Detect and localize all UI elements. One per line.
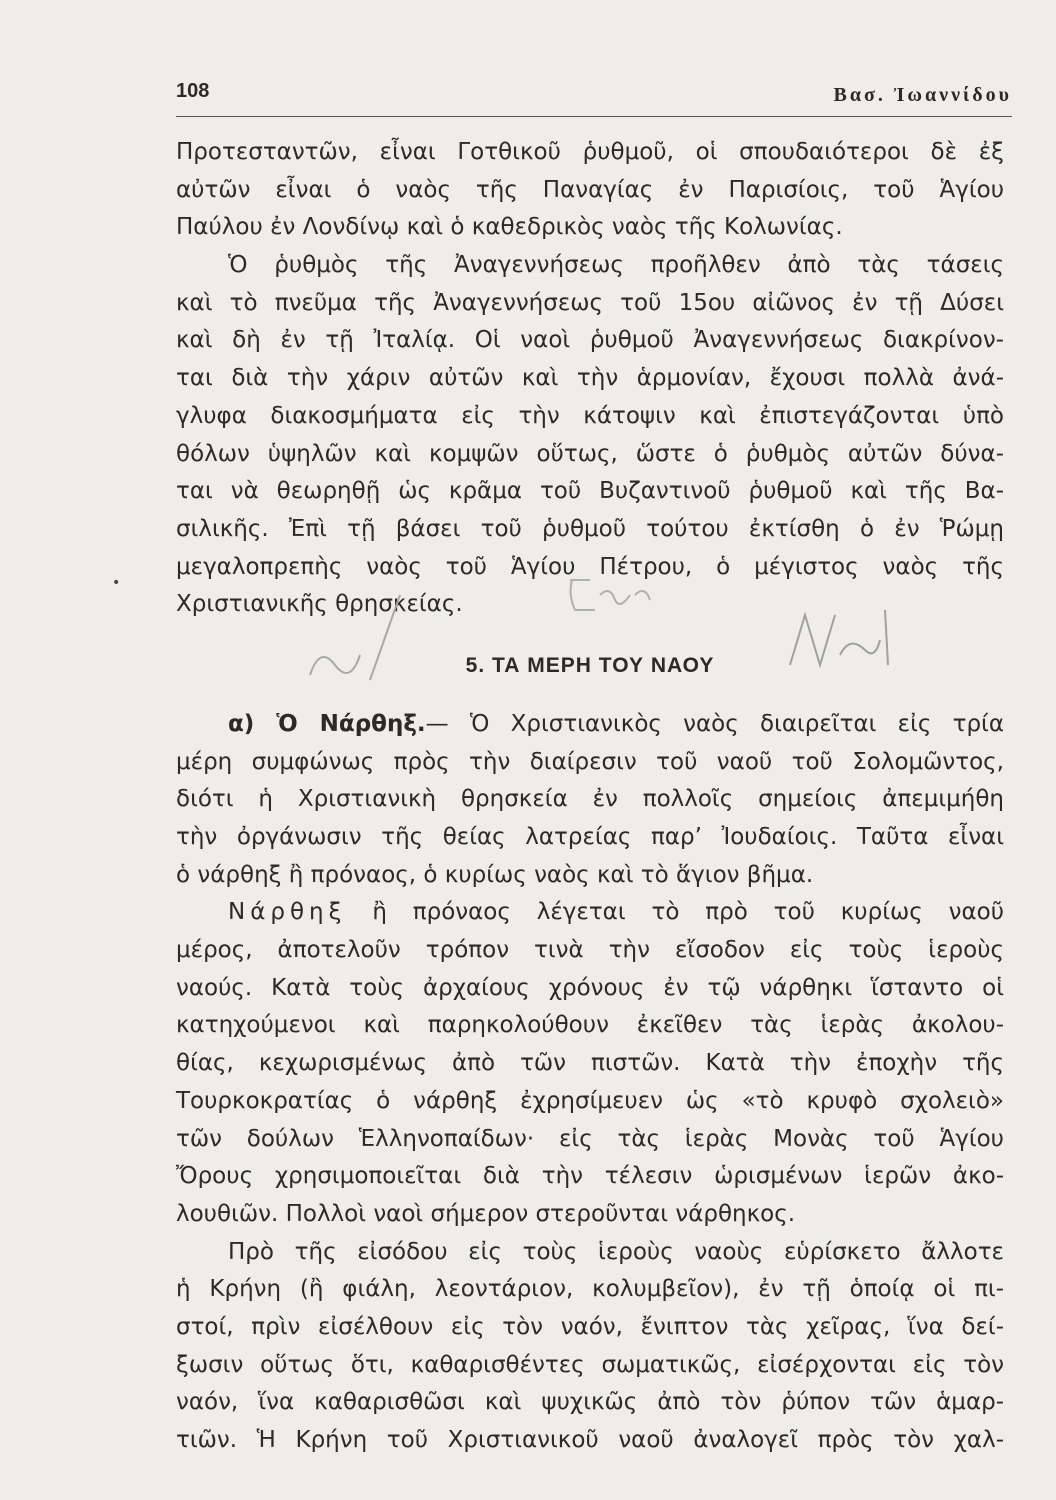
- section-gap: [176, 694, 1004, 706]
- body-text: [176, 134, 1004, 1460]
- spaced-term: Νάρθηξ: [228, 899, 347, 926]
- text-fragment: ἢ πρόναος λέγεται τὸ πρὸ τοῦ κυρίως ναοῦ: [372, 899, 1004, 926]
- text-line: θίας, κεχωρισμένως ἀπὸ τῶν πιστῶν. Κατὰ τὴν ἐποχὴν τῆς: [176, 1050, 1004, 1077]
- text-line: Παύλου ἐν Λονδίνῳ καὶ ὁ καθεδρικὸς ναὸς τῆς Κολωνίας.: [176, 214, 843, 241]
- text-line: λουθιῶν. Πολλοὶ ναοὶ σήμερον στεροῦνται νάρθηκος.: [176, 1200, 796, 1227]
- text-line: σιλικῆς. Ἐπὶ τῇ βάσει τοῦ ῥυθμοῦ τούτου ἐκτίσθη ὁ ἐν Ῥώμῃ: [176, 515, 1004, 542]
- text-line: τιῶν. Ἡ Κρήνη τοῦ Χριστιανικοῦ ναοῦ ἀναλογεῖ πρὸς τὸν χαλ-: [176, 1427, 1004, 1453]
- text-line: ται νὰ θεωρηθῇ ὡς κρᾶμα τοῦ Βυζαντινοῦ ῥυθμοῦ καὶ τῆς Βα-: [176, 478, 1004, 505]
- text-line: Τουρκοκρατίας ὁ νάρθηξ ἐχρησίμευεν ὡς «τὸ κρυφὸ σχολειὸ»: [176, 1087, 1004, 1114]
- subhead-narthex: α) Ὁ Νάρθηξ.: [228, 710, 426, 737]
- text-line: τὴν ὀργάνωσιν τῆς θείας λατρείας παρ’ Ἰουδαίοις. Ταῦτα εἶναι: [176, 824, 1004, 850]
- paragraph-4: [176, 894, 1004, 1233]
- paragraph-3: [176, 706, 1004, 894]
- text-line: ἡ Κρήνη (ἢ φιάλη, λεοντάριον, κολυμβεῖον), ἐν τῇ ὁποίᾳ οἱ πι-: [176, 1276, 1004, 1303]
- text-line: ναόν, ἵνα καθαρισθῶσι καὶ ψυχικῶς ἀπὸ τὸν ῥύπον τῶν ἁμαρ-: [176, 1389, 1004, 1416]
- pencil-scribble-icon: [560, 565, 660, 625]
- text-line: ναούς. Κατὰ τοὺς ἀρχαίους χρόνους ἐν τῷ νάρθηκι ἵσταντο οἱ: [176, 974, 1004, 1001]
- text-line: Ὁ ῥυθμὸς τῆς Ἀναγεννήσεως προῆλθεν ἀπὸ τὰς τάσεις: [228, 252, 1004, 279]
- text-line: Ὄρους χρησιμοποιεῖται διὰ τὴν τέλεσιν ὡρισμένων ἱερῶν ἀκο-: [176, 1163, 1004, 1190]
- text-line: [176, 706, 1004, 744]
- text-line: θόλων ὑψηλῶν καὶ κομψῶν οὕτως, ὥστε ὁ ῥυθμὸς αὐτῶν δύνα-: [176, 440, 1004, 467]
- margin-dot: •: [112, 575, 121, 591]
- page-number: 108: [176, 80, 210, 102]
- text-line: γλυφα διακοσμήματα εἰς τὴν κάτοψιν καὶ ἐπιστεγάζονται ὑπὸ: [176, 402, 1004, 429]
- paragraph-1: [176, 134, 1004, 247]
- pencil-scribble-icon: [780, 605, 900, 675]
- text-line: ὁ νάρθηξ ἢ πρόναος, ὁ κυρίως ναὸς καὶ τὸ ἅγιον βῆμα.: [176, 861, 814, 888]
- pencil-annotation-icon: [300, 585, 420, 685]
- paragraph-5: [176, 1234, 1004, 1460]
- section-title: 5. ΤΑ ΜΕΡΗ ΤΟΥ ΝΑΟΥ: [465, 653, 715, 677]
- text-line: ται διὰ τὴν χάριν αὐτῶν καὶ τὴν ἁρμονίαν, ἔχουσι πολλὰ ἀνά-: [176, 365, 1004, 392]
- text-line: καὶ τὸ πνεῦμα τῆς Ἀναγεννήσεως τοῦ 15ου αἰῶνος ἐν τῇ Δύσει: [176, 289, 1004, 316]
- text-line: καὶ δὴ ἐν τῇ Ἰταλίᾳ. Οἱ ναοὶ ῥυθμοῦ Ἀναγεννήσεως διακρίνον-: [176, 327, 1004, 354]
- text-fragment: — Ὁ Χριστιανικὸς ναὸς διαιρεῖται εἰς τρία: [425, 710, 1004, 737]
- text-line: Χριστιανικῆς θρησκείας.: [176, 591, 463, 618]
- text-line: ξωσιν οὕτως ὅτι, καθαρισθέντες σωματικῶς, εἰσέρχονται εἰς τὸν: [176, 1351, 1004, 1378]
- text-line: [176, 894, 1004, 932]
- text-line: κατηχούμενοι καὶ παρηκολούθουν ἐκεῖθεν τὰς ἱερὰς ἀκολου-: [176, 1012, 1004, 1039]
- text-line: αὐτῶν εἶναι ὁ ναὸς τῆς Παναγίας ἐν Παρισίοις, τοῦ Ἁγίου: [176, 176, 1004, 203]
- text-line: τῶν δούλων Ἑλληνοπαίδων· εἰς τὰς ἱερὰς Μονὰς τοῦ Ἁγίου: [176, 1125, 1004, 1152]
- page-header: [176, 78, 1012, 117]
- text-line: μέρη συμφώνως πρὸς τὴν διαίρεσιν τοῦ ναοῦ τοῦ Σολομῶντος,: [176, 748, 1004, 775]
- text-line: Προτεσταντῶν, εἶναι Γοτθικοῦ ῥυθμοῦ, οἱ σπουδαιότεροι δὲ ἐξ: [176, 139, 1004, 165]
- running-head: Βασ. Ἰωαννίδου: [833, 84, 1012, 106]
- text-line: μεγαλοπρεπὴς ναὸς τοῦ Ἁγίου Πέτρου, ὁ μέγιστος ναὸς τῆς: [176, 553, 1004, 580]
- text-line: μέρος, ἀποτελοῦν τρόπον τινὰ τὴν εἴσοδον εἰς τοὺς ἱεροὺς: [176, 937, 1004, 964]
- text-line: Πρὸ τῆς εἰσόδου εἰς τοὺς ἱεροὺς ναοὺς εὑρίσκετο ἄλλοτε: [228, 1238, 1004, 1265]
- text-line: στοί, πρὶν εἰσέλθουν εἰς τὸν ναόν, ἔνιπτον τὰς χεῖρας, ἵνα δεί-: [176, 1313, 1004, 1340]
- text-line: διότι ἡ Χριστιανικὴ θρησκεία ἐν πολλοῖς σημείοις ἀπεμιμήθη: [176, 786, 1004, 813]
